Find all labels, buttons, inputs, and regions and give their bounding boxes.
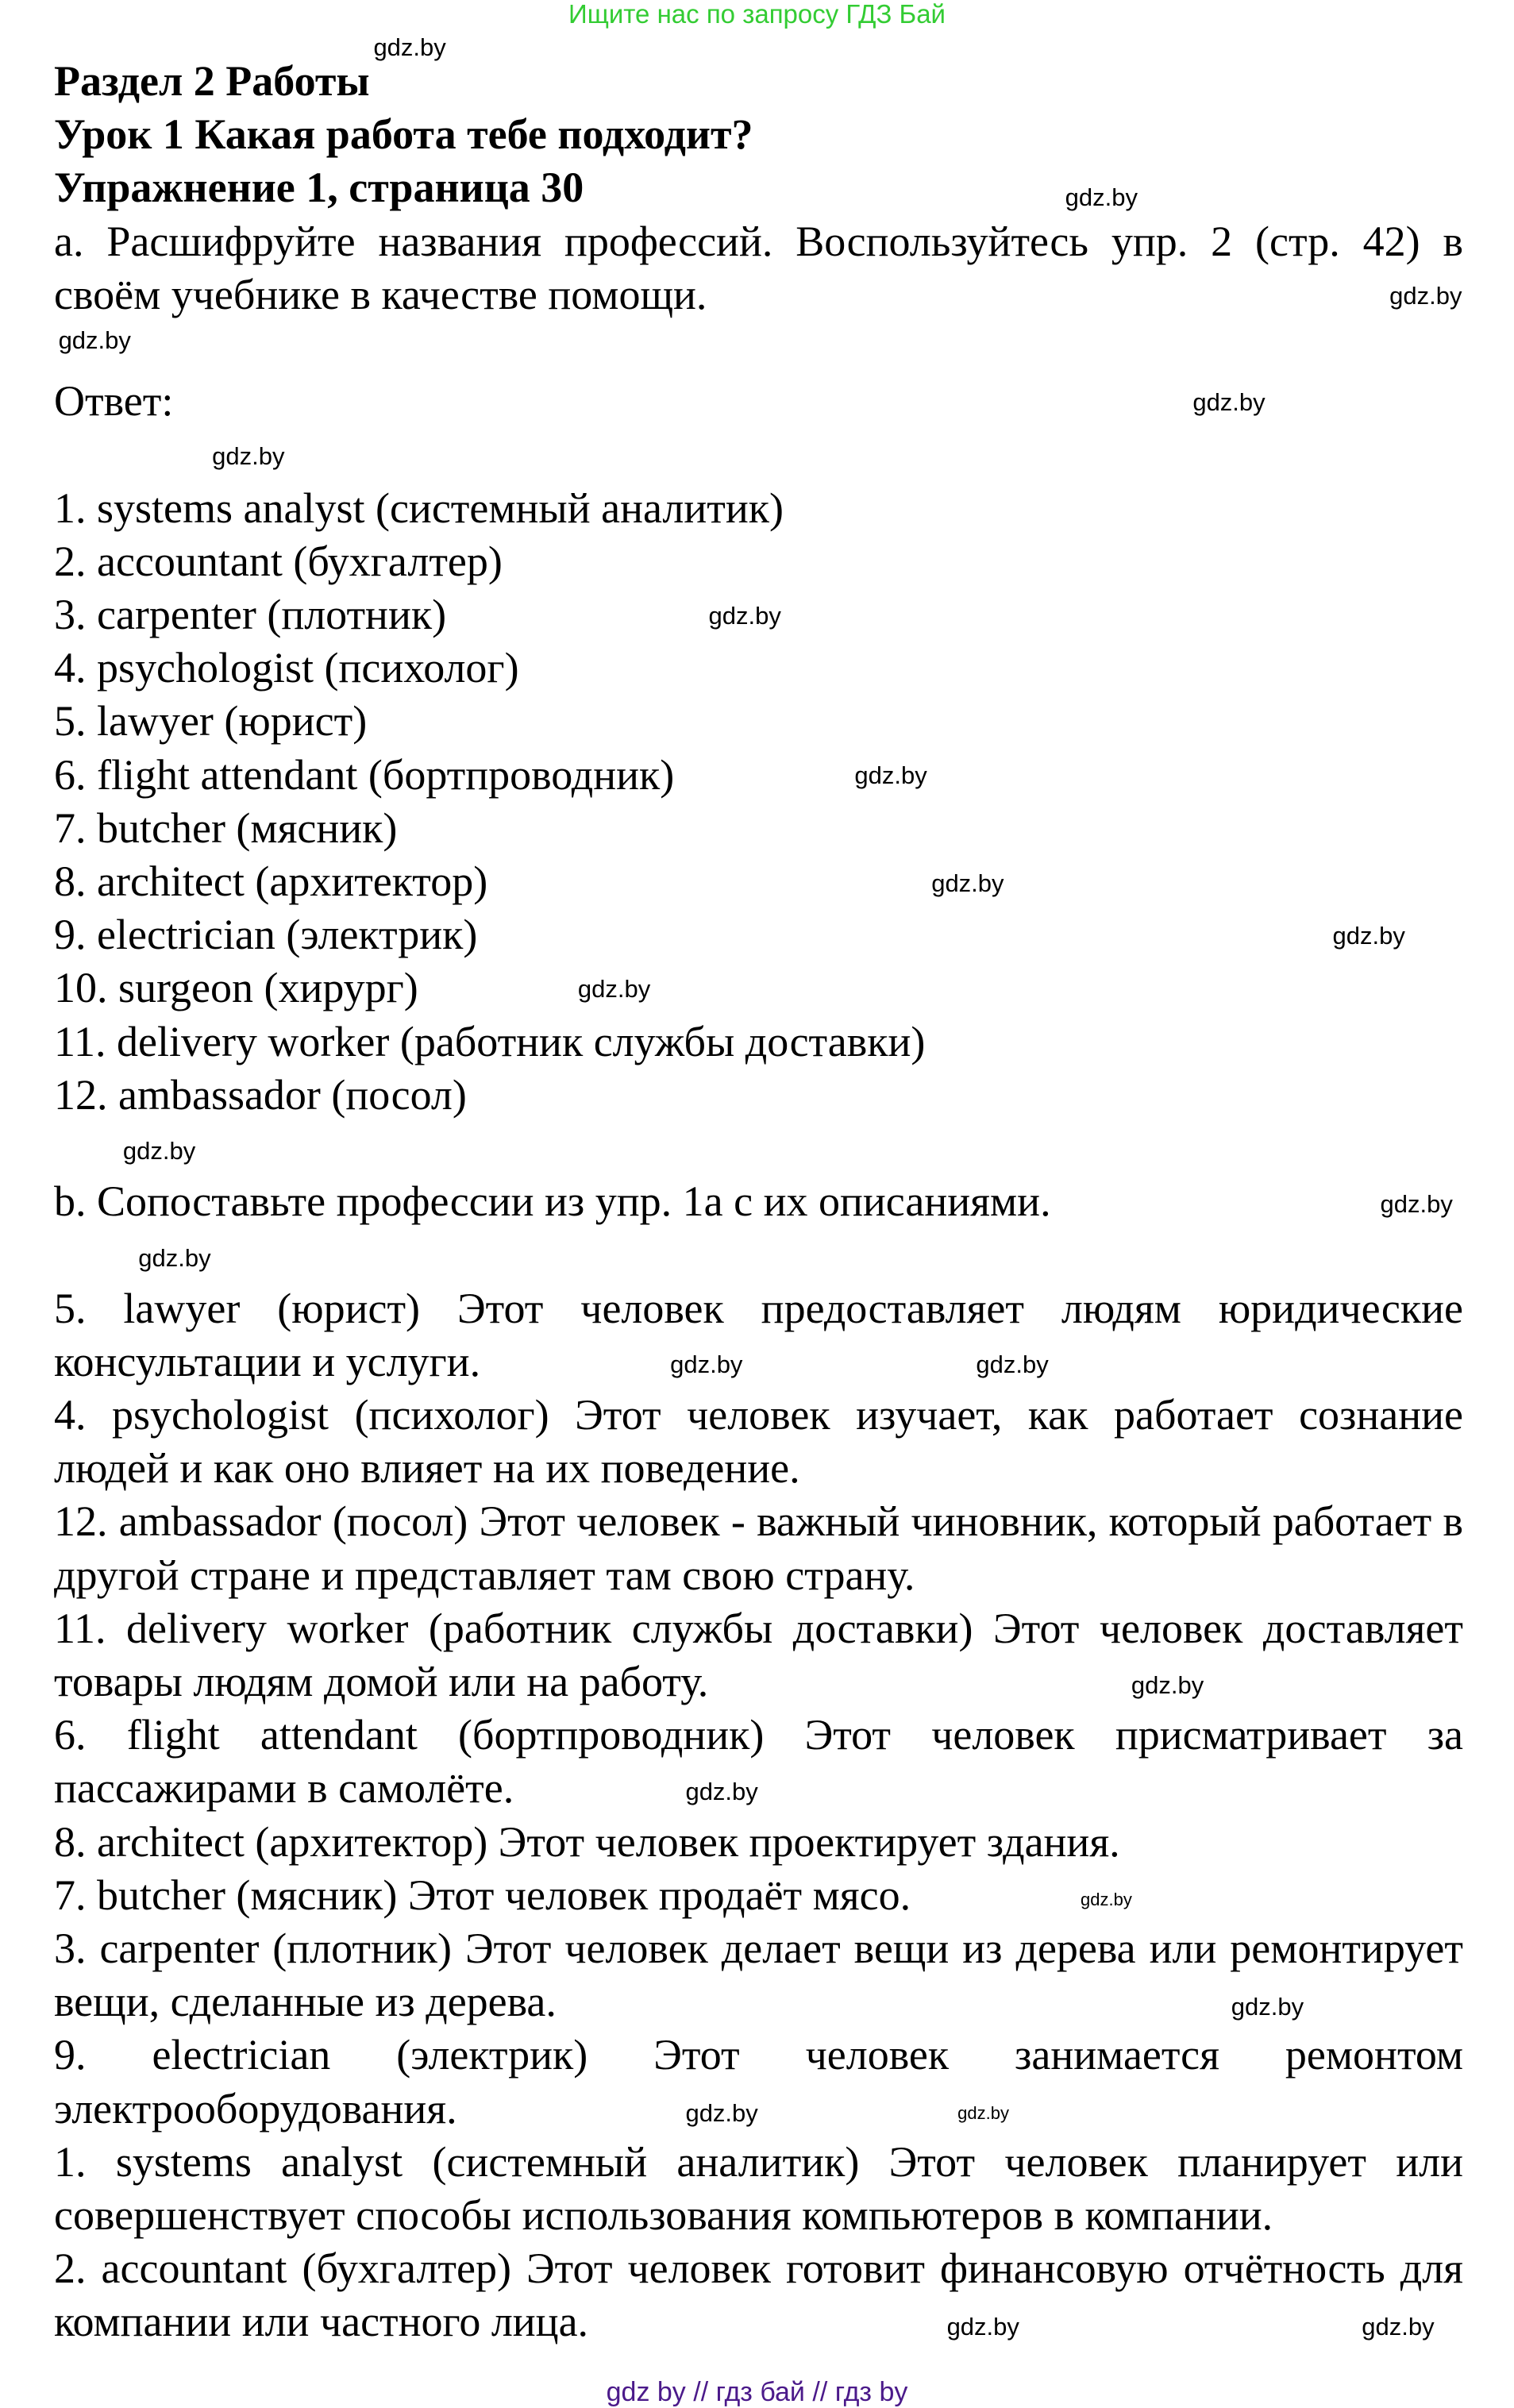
answer-a-item: 11. delivery worker (работник службы доставки) xyxy=(54,1017,926,1065)
watermark-text: gdz.by xyxy=(1131,1671,1204,1700)
answer-b-item: 6. flight attendant (бортпроводник) Этот человек присматривает за пассажирами в самолёте. xyxy=(54,1711,1463,1813)
footer-watermark: gdz by // гдз бай // гдз by xyxy=(606,2377,908,2407)
answer-a-item: 9. electrician (электрик) xyxy=(54,911,478,959)
watermark-text: gdz.by xyxy=(854,761,927,790)
watermark-text: gdz.by xyxy=(1192,387,1266,416)
watermark-text: gdz.by xyxy=(212,441,285,470)
answer-b-item: 11. delivery worker (работник службы доставки) Этот человек доставляет товары людям домой или на работу. xyxy=(54,1604,1463,1706)
watermark-text: gdz.by xyxy=(1231,1992,1304,2021)
answers-a-list xyxy=(54,482,1463,1122)
watermark-text: gdz.by xyxy=(58,326,131,355)
watermark-text: gdz.by xyxy=(685,2098,758,2127)
watermark-text: gdz.by xyxy=(1065,183,1138,212)
answer-a-item: 8. architect (архитектор) xyxy=(54,857,488,906)
watermark-text: gdz.by xyxy=(670,1350,743,1378)
answer-label: Ответ: xyxy=(54,377,174,426)
answer-b-item: 7. butcher (мясник) Этот человек продаёт мясо. xyxy=(54,1871,911,1919)
watermark-text: gdz.by xyxy=(976,1350,1049,1378)
watermark-text: gdz.by xyxy=(1081,1890,1132,1910)
answer-a-item: 2. accountant (бухгалтер) xyxy=(54,537,503,585)
watermark-text: gdz.by xyxy=(1332,921,1405,950)
answer-a-item: 4. psychologist (психолог) xyxy=(54,644,519,692)
watermark-text: gdz.by xyxy=(946,2312,1019,2341)
watermark-text: gdz.by xyxy=(122,1136,196,1165)
answer-b-item: 2. accountant (бухгалтер) Этот человек готовит финансовую отчётность для компании или частного лица. xyxy=(54,2244,1463,2346)
watermark-text: gdz.by xyxy=(138,1244,211,1273)
exercise-title: Упражнение 1, страница 30 xyxy=(54,164,584,212)
watermark-text: gdz.by xyxy=(1380,1190,1453,1219)
answer-b-item: 8. architect (архитектор) Этот человек проектирует здания. xyxy=(54,1817,1120,1866)
watermark-text: gdz.by xyxy=(685,1777,758,1805)
answer-b-item: 1. systems analyst (системный аналитик) Этот человек планирует или совершенствует способы использования компьютеров в компании. xyxy=(54,2137,1463,2240)
task-a: a. Расшифруйте названия профессий. Воспользуйтесь упр. 2 (стр. 42) в своём учебнике в качестве помощи. xyxy=(54,217,1463,318)
answer-a-item: 6. flight attendant (бортпроводник) xyxy=(54,750,675,799)
answer-a-item: 3. carpenter (плотник) xyxy=(54,591,447,638)
answer-b-item: 12. ambassador (посол) Этот человек - важный чиновник, который работает в другой стране и представляет там свою страну. xyxy=(54,1497,1463,1599)
answer-b-item: 3. carpenter (плотник) Этот человек делает вещи из дерева или ремонтирует вещи, сделанные из дерева. xyxy=(54,1924,1463,2026)
answer-a-item: 12. ambassador (посол) xyxy=(54,1070,467,1119)
watermark-text: gdz.by xyxy=(708,601,781,630)
answer-b-item: 4. psychologist (психолог) Этот человек изучает, как работает сознание людей и как оно влияет на их поведение. xyxy=(54,1391,1463,1493)
lesson-title: Урок 1 Какая работа тебе подходит? xyxy=(54,110,753,159)
watermark-text: gdz.by xyxy=(1362,2312,1435,2341)
watermark-text: gdz.by xyxy=(957,2103,1009,2124)
search-banner: Ищите нас по запросу ГДЗ Бай xyxy=(568,0,946,29)
watermark-text: gdz.by xyxy=(1389,282,1462,310)
answer-b-item: 5. lawyer (юрист) Этот человек предоставляет людям юридические консультации и услуги. xyxy=(54,1284,1463,1385)
answer-b-item: 9. electrician (электрик) Этот человек занимается ремонтом электрооборудования. xyxy=(54,2031,1463,2133)
task-b: b. Сопоставьте профессии из упр. 1a с их описаниями. xyxy=(54,1177,1051,1226)
watermark-text: gdz.by xyxy=(373,33,446,61)
answer-a-item: 1. systems analyst (системный аналитик) xyxy=(54,484,784,532)
answer-a-item: 7. butcher (мясник) xyxy=(54,803,398,852)
section-title: Раздел 2 Работы xyxy=(54,57,370,105)
watermark-text: gdz.by xyxy=(577,975,651,1004)
answers-b-list xyxy=(54,1282,1463,2349)
watermark-text: gdz.by xyxy=(931,869,1004,897)
answer-a-item: 5. lawyer (юрист) xyxy=(54,697,368,746)
answer-a-item: 10. surgeon (хирург) xyxy=(54,964,418,1012)
